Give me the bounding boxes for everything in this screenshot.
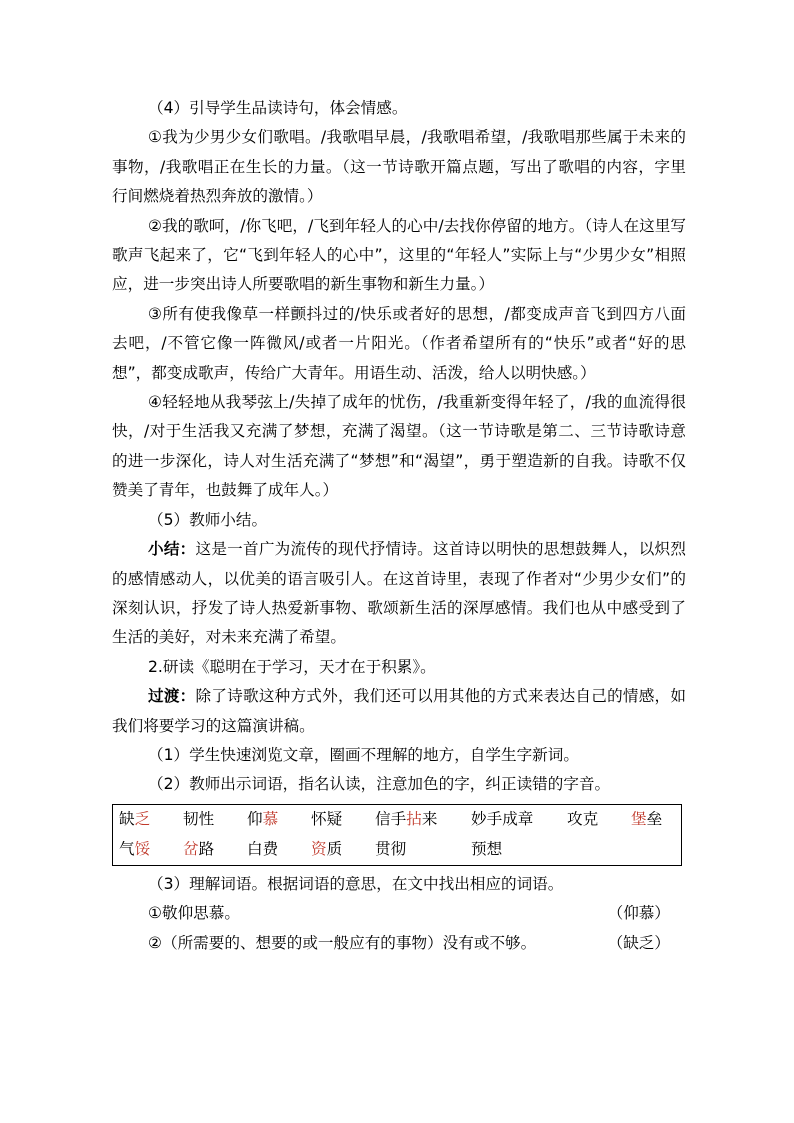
section5-heading: （5）教师小结。 bbox=[148, 510, 268, 529]
transition-label: 过渡： bbox=[148, 687, 196, 706]
summary-paragraph bbox=[112, 535, 686, 653]
vocab-highlight-char: 堡 bbox=[631, 810, 647, 829]
step2: （2）教师出示词语，指名认读，注意加色的字，纠正读错的字音。 bbox=[148, 775, 611, 794]
vocab-word-part: 信手 bbox=[375, 810, 407, 829]
qa-answer-1: （仰慕） bbox=[607, 904, 670, 923]
vocab-word-part: 缺 bbox=[119, 810, 135, 829]
vocab-word bbox=[311, 835, 342, 864]
vocab-word-part: 来 bbox=[421, 810, 438, 829]
vocab-highlight-char: 慕 bbox=[262, 810, 279, 829]
step3: （3）理解词语。根据词语的意思，在文中找出相应的词语。 bbox=[148, 874, 564, 893]
vocab-word-part: 质 bbox=[326, 840, 343, 859]
vocab-word-part: 垒 bbox=[646, 810, 663, 829]
summary-label: 小结： bbox=[148, 540, 196, 559]
qa-item-1 bbox=[112, 899, 686, 928]
vocab-word bbox=[119, 835, 150, 864]
vocab-word-part: 怀疑 bbox=[311, 810, 343, 829]
poem-line-2: ②我的歌呵，/你飞吧，/飞到年轻人的心中/去找你停留的地方。（诗人在这里写歌声飞起来了，它“飞到年轻人的心中”，这里的“年轻人”实际上与“少男少女”相照应，进一步突出诗人所要歌唱的新生事物和新生力量。） bbox=[112, 216, 686, 294]
vocab-word-part: 预想 bbox=[471, 840, 503, 859]
document-content bbox=[112, 94, 686, 958]
step1: （1）学生快速浏览文章，圈画不理解的地方，自学生字新词。 bbox=[148, 745, 579, 764]
vocab-word-part: 仰 bbox=[247, 810, 263, 829]
vocab-word-part: 气 bbox=[119, 840, 135, 859]
section4-heading: （4）引导学生品读诗句，体会情感。 bbox=[148, 99, 408, 117]
vocab-word bbox=[567, 805, 598, 834]
vocabulary-box bbox=[112, 804, 682, 866]
qa-question-1: ①敬仰思慕。 bbox=[148, 904, 240, 923]
vocab-word bbox=[471, 835, 502, 864]
poem-line-1: ①我为少男少女们歌唱。/我歌唱早晨，/我歌唱希望，/我歌唱那些属于未来的事物，/我歌唱正在生长的力量。（这一节诗歌开篇点题，写出了歌唱的内容，字里行间燃烧着热烈奔放的激情。） bbox=[112, 128, 686, 206]
vocab-word-part: 攻克 bbox=[567, 810, 599, 829]
qa-question-2: ②（所需要的、想要的或一般应有的事物）没有或不够。 bbox=[148, 933, 537, 952]
transition-paragraph bbox=[112, 682, 686, 741]
vocab-highlight-char: 乏 bbox=[134, 810, 151, 829]
summary-text: 这是一首广为流传的现代抒情诗。这首诗以明快的思想鼓舞人，以炽烈的感情感动人，以优美的语言吸引人。在这首诗里，表现了作者对“少男少女们”的深刻认识，抒发了诗人热爱新事物、歌颂新生活的深厚感情。我们也从中感受到了生活的美好，对未来充满了希望。 bbox=[112, 540, 686, 647]
qa-item-2 bbox=[112, 929, 686, 958]
vocab-word bbox=[631, 805, 662, 834]
vocabulary-row-2 bbox=[119, 835, 675, 865]
vocab-highlight-char: 资 bbox=[311, 840, 327, 859]
vocab-word bbox=[183, 835, 214, 864]
vocab-highlight-char: 岔 bbox=[183, 840, 199, 859]
qa-answer-2: （缺乏） bbox=[607, 933, 670, 952]
vocab-word-part: 妙手成章 bbox=[471, 810, 534, 829]
vocab-word bbox=[247, 835, 278, 864]
poem-line-3: ③所有使我像草一样颤抖过的/快乐或者好的思想，/都变成声音飞到四方八面去吧，/不管它像一阵微风/或者一片阳光。（作者希望所有的“快乐”或者“好的思想”，都变成歌声，传给广大青年。用语生动、活泼，给人以明快感。） bbox=[112, 304, 686, 382]
vocab-word bbox=[311, 805, 342, 834]
vocab-word bbox=[471, 805, 533, 834]
vocab-word bbox=[119, 805, 150, 834]
vocab-word-part: 路 bbox=[198, 840, 215, 859]
vocab-word bbox=[183, 805, 214, 834]
poem-line-4: ④轻轻地从我琴弦上/失掉了成年的忧伤，/我重新变得年轻了，/我的血流得很快，/对于生活我又充满了梦想，充满了渴望。（这一节诗歌是第二、三节诗歌诗意的进一步深化，诗人对生活充满了“梦想”和“渴望”，勇于塑造新的自我。诗歌不仅赞美了青年，也鼓舞了成年人。） bbox=[112, 393, 686, 500]
vocab-word bbox=[375, 835, 406, 864]
vocab-word bbox=[375, 805, 437, 834]
vocab-word-part: 白费 bbox=[247, 840, 279, 859]
vocabulary-row-1 bbox=[119, 805, 675, 835]
part2-title: 2.研读《聪明在于学习，天才在于积累》。 bbox=[148, 657, 436, 676]
vocab-word-part: 贯彻 bbox=[375, 840, 407, 859]
vocab-word-part: 韧性 bbox=[183, 810, 215, 829]
vocab-highlight-char: 馁 bbox=[134, 840, 151, 859]
vocab-highlight-char: 拈 bbox=[406, 810, 422, 829]
transition-text: 除了诗歌这种方式外，我们还可以用其他的方式来表达自己的情感，如我们将要学习的这篇演讲稿。 bbox=[112, 687, 686, 735]
vocab-word bbox=[247, 805, 278, 834]
